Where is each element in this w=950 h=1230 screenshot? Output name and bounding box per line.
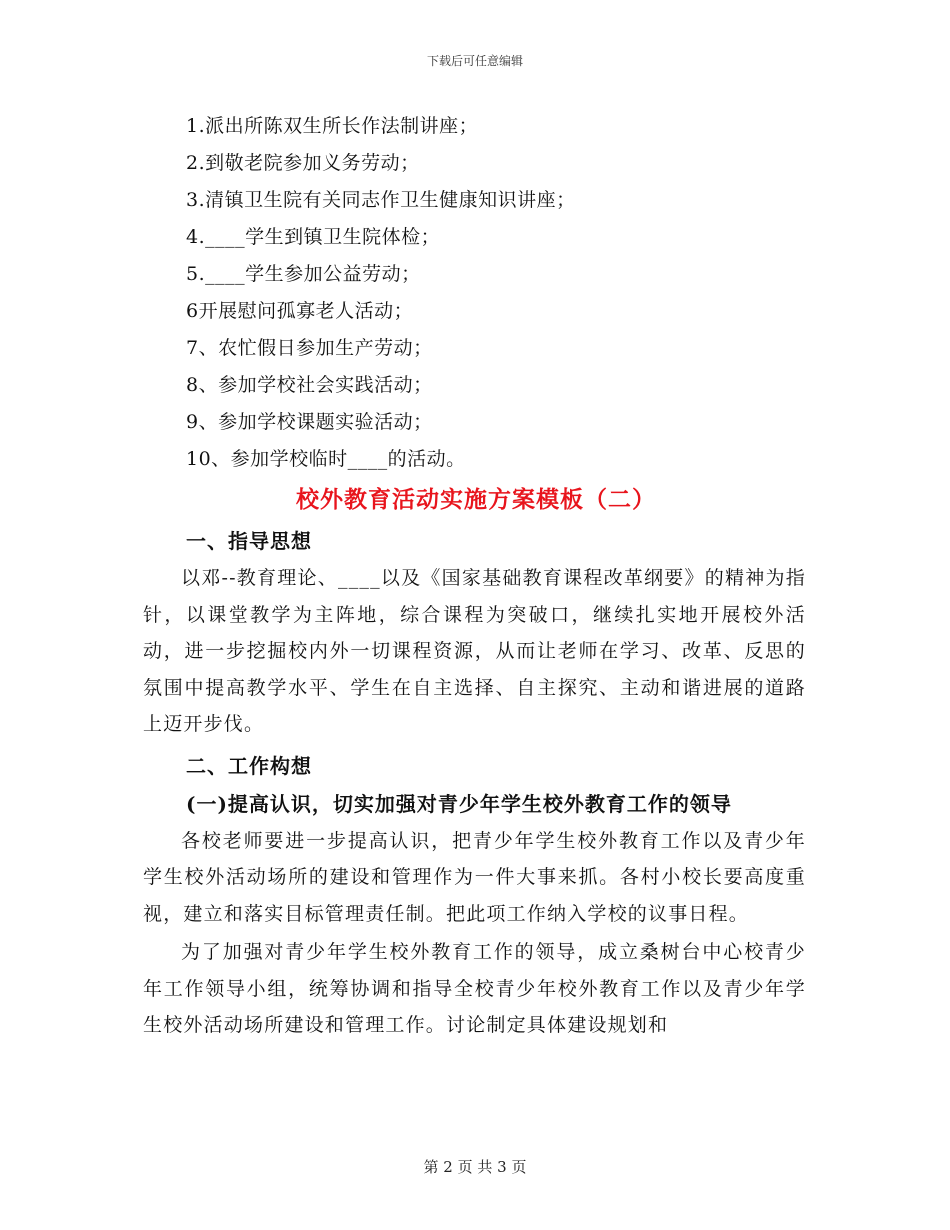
- paragraph-awareness: 各校老师要进一步提高认识，把青少年学生校外教育工作以及青少年学生校外活动场所的建设和管理作为一件大事来抓。各村小校长要高度重视，建立和落实目标管理责任制。把此项工作纳入学校的议事日程。: [143, 829, 806, 925]
- list-item: 6开展慰问孤寡老人活动；: [186, 300, 414, 322]
- list-item: 5.____学生参加公益劳动；: [186, 263, 421, 285]
- list-item: 4.____学生到镇卫生院体检；: [186, 226, 441, 248]
- list-item: 7、农忙假日参加生产劳动；: [186, 337, 433, 359]
- section-heading-work-plan: 二、工作构想: [186, 753, 312, 778]
- list-item: 2.到敬老院参加义务劳动；: [186, 152, 420, 174]
- list-item: 10、参加学校临时____的活动。: [186, 448, 466, 470]
- list-item: 9、参加学校课题实验活动；: [186, 411, 433, 433]
- paragraph-leadership-group: 为了加强对青少年学生校外教育工作的领导，成立桑树台中心校青少年工作领导小组，统筹协调和指导全校青少年校外教育工作以及青少年学生校外活动场所建设和管理工作。讨论制定具体建设规划和: [143, 941, 806, 1036]
- document-body: [143, 108, 806, 1044]
- list-item: 1.派出所陈双生所长作法制讲座；: [186, 115, 479, 137]
- document-title: 校外教育活动实施方案模板（二）: [296, 486, 656, 513]
- paragraph-guiding-ideology: 以邓--教育理论、____以及《国家基础教育课程改革纲要》的精神为指针，以课堂教学为主阵地，综合课程为突破口，继续扎实地开展校外活动，进一步挖掘校内外一切课程资源，从而让老师在学习、改革、反思的氛围中提高教学水平、学生在自主选择、自主探究、主动和谐进展的道路上迈开步伐。: [143, 567, 806, 735]
- page-header: 下载后可任意编辑: [426, 54, 523, 68]
- section-heading-guiding-ideology: 一、指导思想: [186, 529, 312, 553]
- subheading-raise-awareness: (一)提高认识，切实加强对青少年学生校外教育工作的领导: [186, 791, 732, 816]
- page-footer: 第 2 页 共 3 页: [423, 1158, 527, 1176]
- list-item: 3.清镇卫生院有关同志作卫生健康知识讲座；: [186, 189, 576, 211]
- list-item: 8、参加学校社会实践活动；: [186, 374, 433, 396]
